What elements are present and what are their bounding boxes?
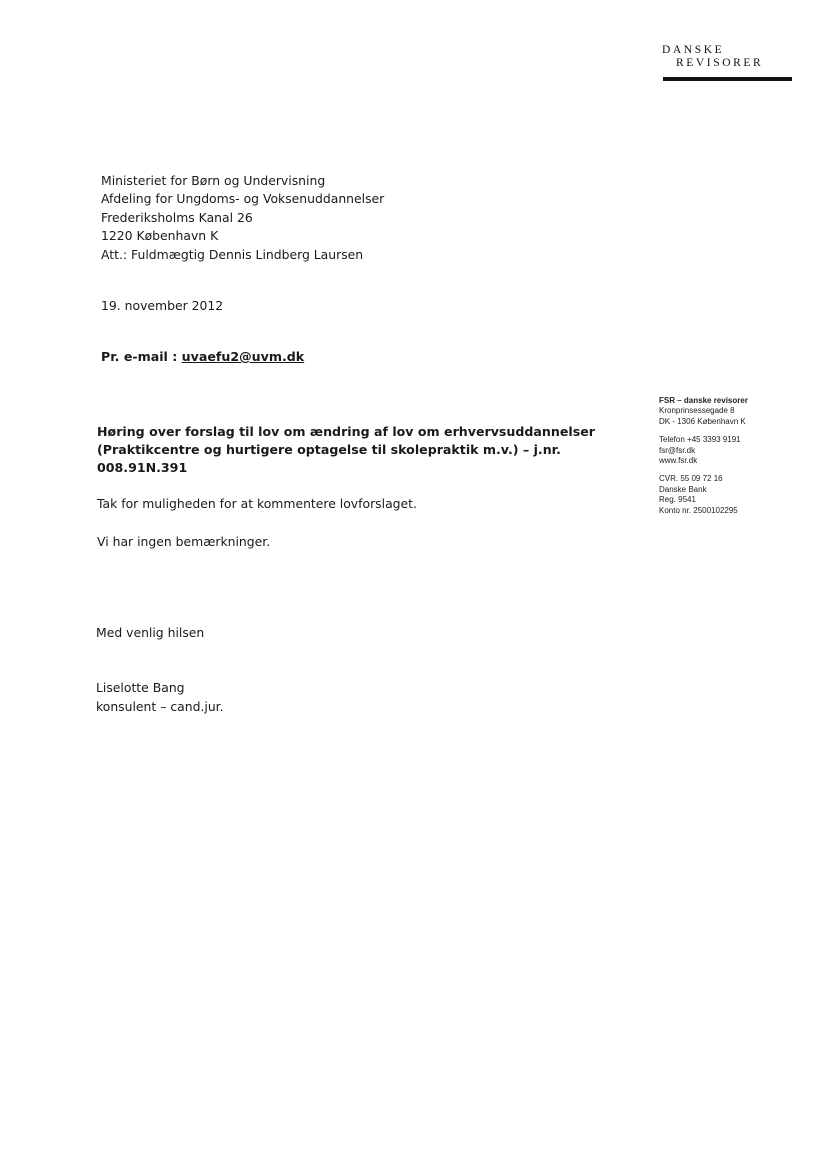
sender-info bbox=[659, 396, 799, 516]
recipient-line: 1220 København K bbox=[101, 228, 219, 244]
sender-bank: Danske Bank bbox=[659, 484, 707, 494]
email-label: Pr. e-mail : bbox=[101, 349, 182, 364]
subject-line: 008.91N.391 bbox=[97, 460, 188, 475]
sender-phone: Telefon +45 3393 9191 bbox=[659, 435, 741, 445]
sender-org: FSR – danske revisorer bbox=[659, 396, 748, 405]
sender-city: DK - 1306 København K bbox=[659, 416, 746, 426]
subject-line: Høring over forslag til lov om ændring af lov om erhvervsuddannelser bbox=[97, 424, 595, 439]
sender-email[interactable]: fsr@fsr.dk bbox=[659, 445, 696, 455]
letter-date: 19. november 2012 bbox=[101, 298, 224, 313]
subject-line: (Praktikcentre og hurtigere optagelse til skolepraktik m.v.) – j.nr. bbox=[97, 442, 561, 457]
subject-heading bbox=[97, 423, 617, 477]
email-link[interactable]: uvaefu2@uvm.dk bbox=[181, 349, 305, 364]
recipient-line: Frederiksholms Kanal 26 bbox=[101, 209, 253, 225]
email-line bbox=[101, 349, 304, 364]
signer-name: Liselotte Bang bbox=[96, 680, 185, 695]
recipient-line: Afdeling for Ungdoms- og Voksenuddannelser bbox=[101, 191, 385, 207]
logo-line-1: DANSKE bbox=[662, 44, 725, 56]
sender-account: Konto nr. 2500102295 bbox=[659, 505, 738, 515]
logo-line-2: REVISORER bbox=[676, 57, 764, 69]
closing-greeting: Med venlig hilsen bbox=[96, 625, 205, 640]
spacer bbox=[659, 427, 799, 435]
signature-block bbox=[96, 679, 224, 716]
body-paragraph-2: Vi har ingen bemærkninger. bbox=[97, 534, 271, 549]
recipient-address bbox=[101, 172, 384, 264]
sender-reg: Reg. 9541 bbox=[659, 495, 696, 505]
sender-street: Kronprinsessegade 8 bbox=[659, 406, 735, 416]
sender-web[interactable]: www.fsr.dk bbox=[659, 456, 698, 466]
logo-underline bbox=[663, 77, 792, 81]
body-paragraph-1: Tak for muligheden for at kommentere lovforslaget. bbox=[97, 496, 417, 511]
spacer bbox=[659, 466, 799, 474]
recipient-line: Att.: Fuldmægtig Dennis Lindberg Laursen bbox=[101, 246, 364, 262]
sender-cvr: CVR. 55 09 72 16 bbox=[659, 474, 723, 484]
company-logo bbox=[662, 44, 794, 69]
signer-title: konsulent – cand.jur. bbox=[96, 698, 224, 714]
recipient-line: Ministeriet for Børn og Undervisning bbox=[101, 173, 326, 188]
